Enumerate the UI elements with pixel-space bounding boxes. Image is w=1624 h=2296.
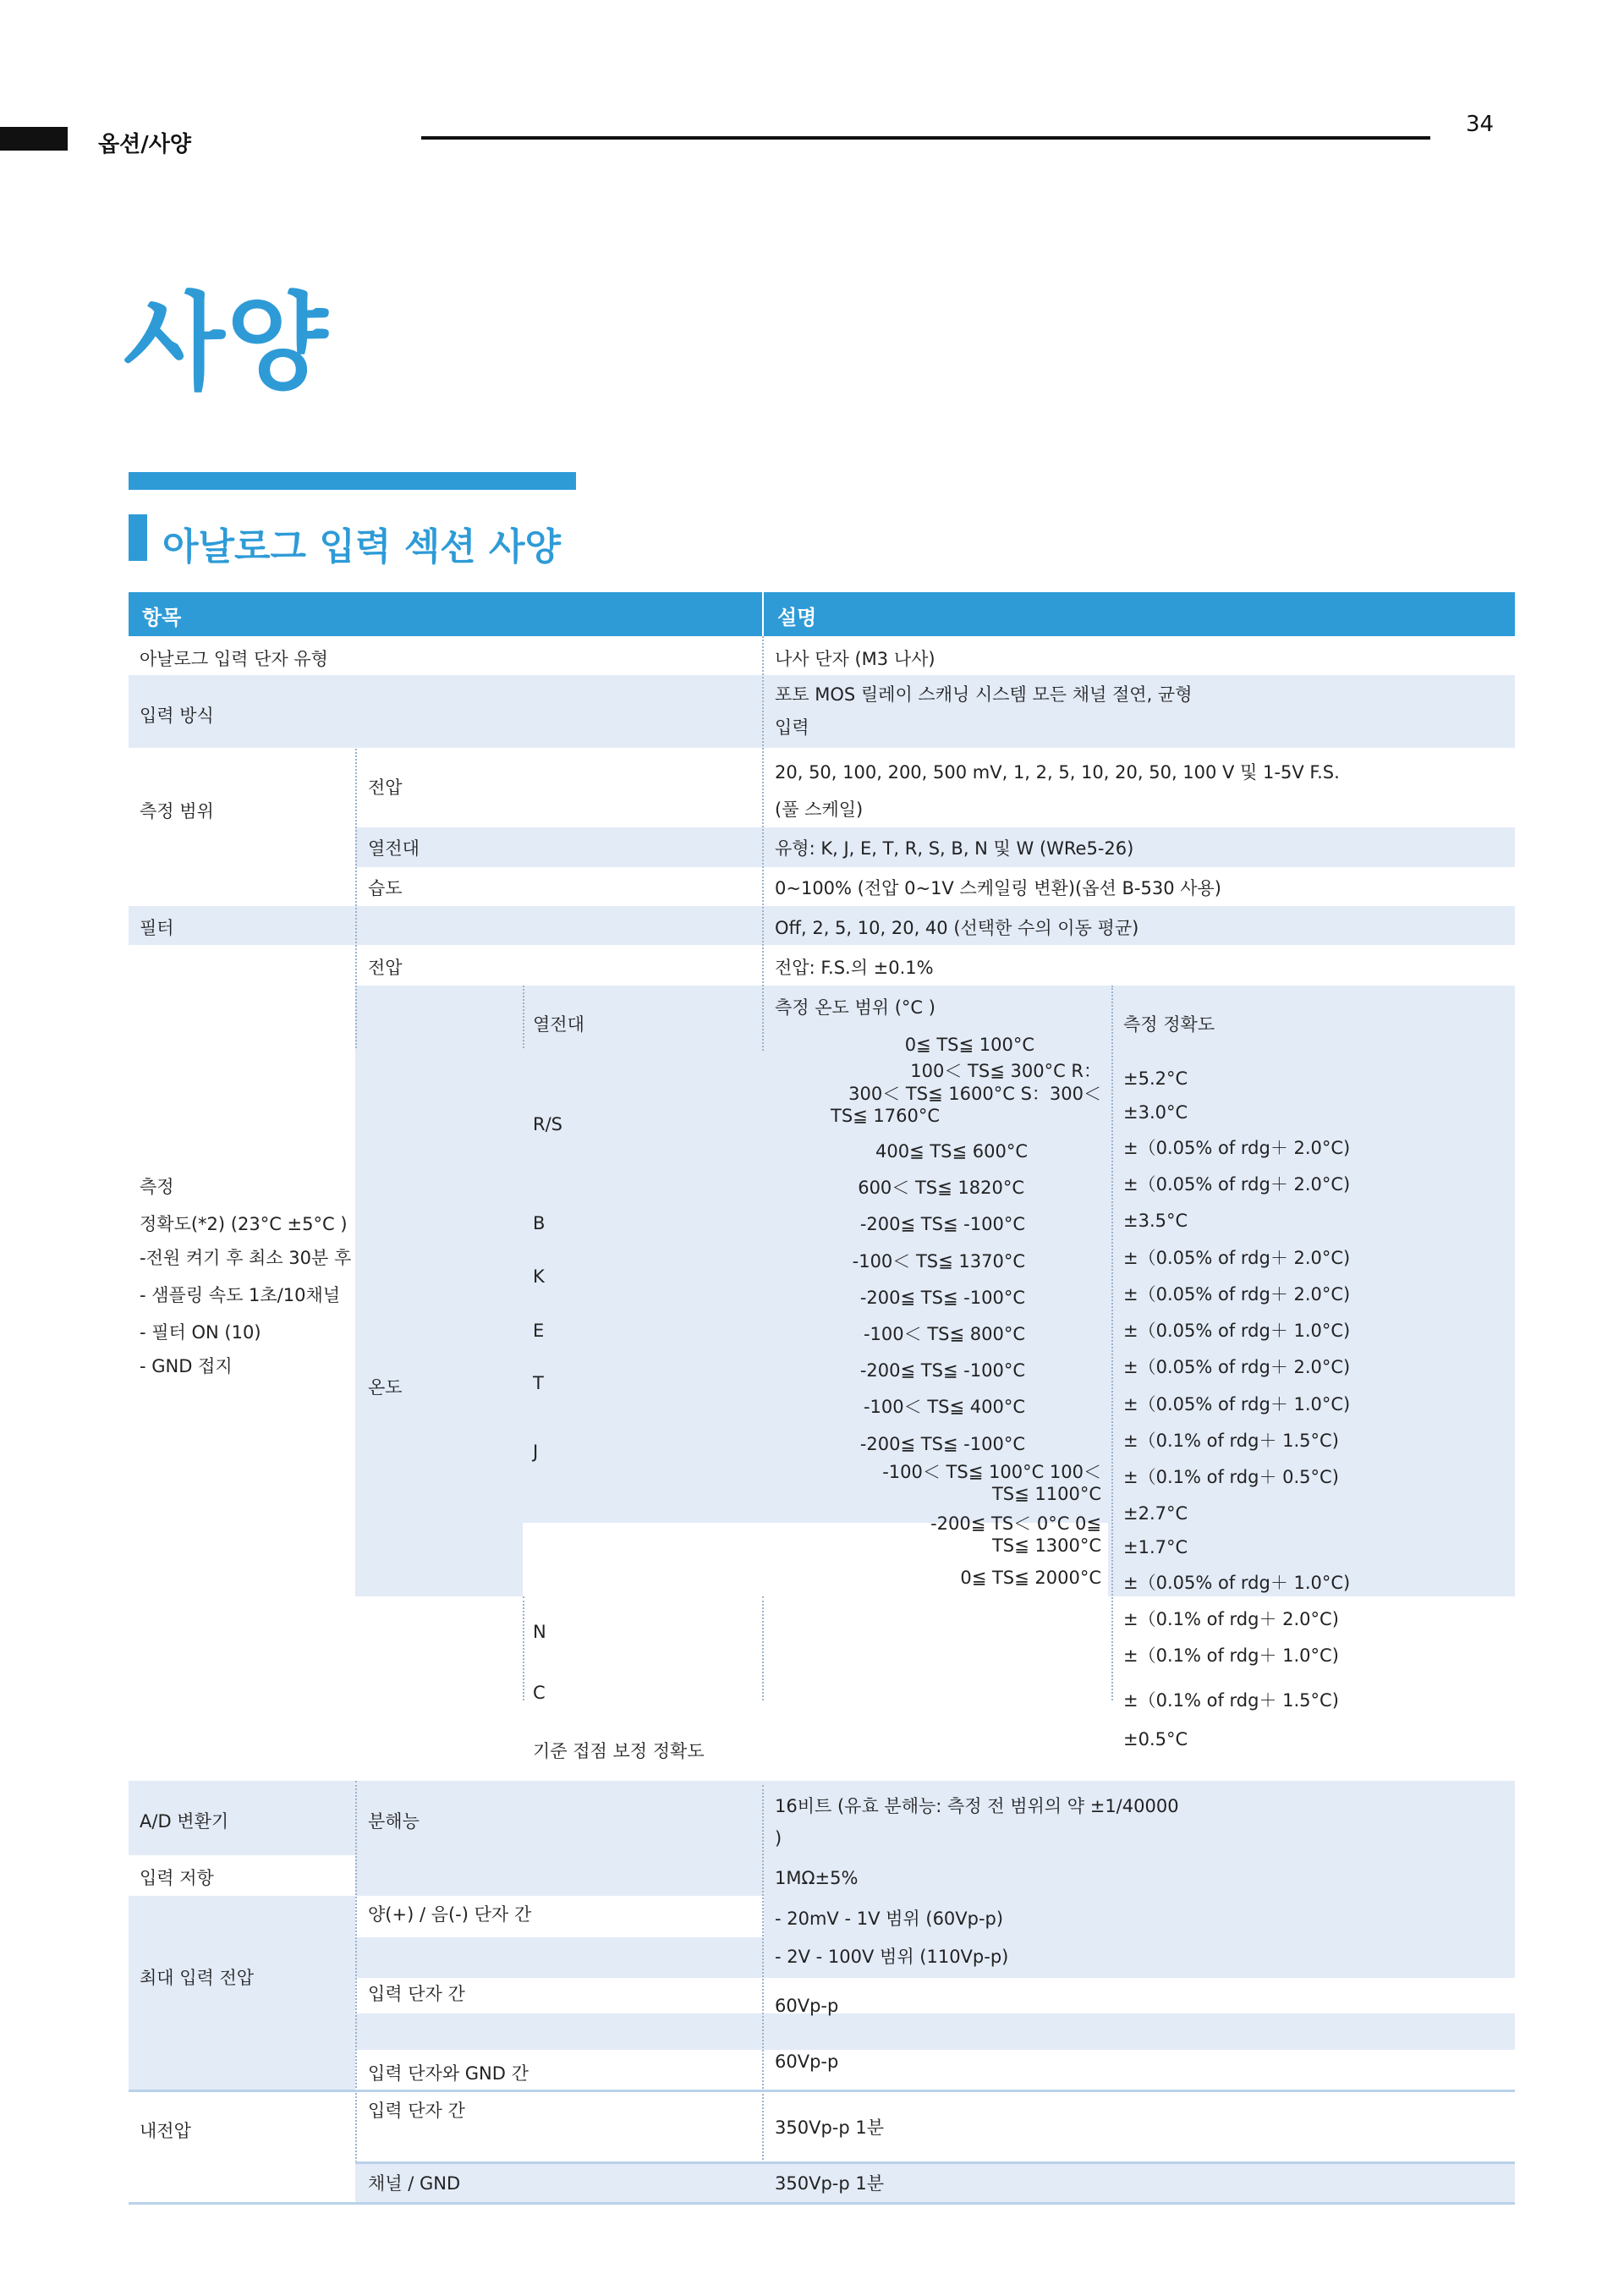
sub-max-v-3: 입력 단자와 GND 간: [368, 2063, 529, 2084]
accuracy-value: ±（0.05% of rdg＋ 2.0°C): [1123, 1284, 1351, 1305]
tc-type: R/S: [533, 1114, 562, 1134]
accuracy-value: ±（0.05% of rdg＋ 1.0°C): [1123, 1321, 1351, 1341]
desc-max-v-3: 60Vp-p: [775, 2052, 839, 2072]
accuracy-value: ±（0.1% of rdg＋ 1.5°C): [1123, 1690, 1339, 1711]
header-rule: [421, 136, 1430, 140]
desc-withstand-2: 350Vp-p 1분: [775, 2173, 885, 2194]
sub-temperature: 온도: [368, 1377, 403, 1398]
temp-range: 300＜ TS≦ 1600°C S：300＜: [848, 1084, 1101, 1104]
tc-type: E: [533, 1321, 545, 1341]
sub-thermocouple: 열전대: [368, 838, 420, 859]
desc-thermocouple-types: 유형: K, J, E, T, R, S, B, N 및 W (WRe5-26): [775, 838, 1134, 859]
accuracy-value: ±（0.05% of rdg＋ 2.0°C): [1123, 1174, 1351, 1195]
col-header-item: 항목: [129, 592, 762, 636]
temp-range: 0≦ TS≦ 2000°C: [960, 1568, 1101, 1588]
temp-range: -100＜ TS≦ 100°C 100＜: [882, 1462, 1101, 1482]
section-marker: [129, 514, 147, 561]
temp-range: TS≦ 1760°C: [831, 1106, 941, 1126]
row-bg: [355, 2013, 1515, 2050]
desc-max-v-2: 60Vp-p: [775, 1996, 839, 2016]
temp-range: -100＜ TS≦ 1370°C: [852, 1251, 1025, 1272]
tc-type: C: [533, 1683, 546, 1703]
item-accuracy-line: 정확도(*2) (23°C ±5°C ): [140, 1214, 348, 1234]
tc-type: J: [533, 1442, 539, 1462]
sub-withstand-2: 채널 / GND: [368, 2173, 461, 2194]
accuracy-value: ±5.2°C: [1123, 1068, 1188, 1089]
temp-range: -200≦ TS≦ -100°C: [859, 1360, 1025, 1381]
desc-voltage-range-2: (풀 스케일): [775, 799, 864, 820]
sub-acc-voltage: 전압: [368, 958, 403, 978]
item-measure-range: 측정 범위: [140, 801, 214, 821]
range-header: 측정 온도 범위 (°C ): [775, 997, 935, 1018]
desc-impedance: 1MΩ±5%: [775, 1868, 859, 1888]
temp-range: TS≦ 1300°C: [991, 1535, 1101, 1556]
item-accuracy-line: - 샘플링 속도 1초/10채널: [140, 1285, 341, 1305]
accuracy-value: ±（0.05% of rdg＋ 1.0°C): [1123, 1394, 1351, 1414]
desc-filter: Off, 2, 5, 10, 20, 40 (선택한 수의 이동 평균): [775, 918, 1139, 938]
title-underline: [129, 472, 576, 490]
temp-range: -200≦ TS≦ -100°C: [859, 1214, 1025, 1234]
accuracy-value: ±1.7°C: [1123, 1537, 1188, 1557]
sub-resolution: 분해능: [368, 1811, 420, 1832]
temp-range: 400≦ TS≦ 600°C: [875, 1141, 1028, 1162]
desc-input-method-1: 포토 MOS 릴레이 스캐닝 시스템 모든 채널 절연, 균형: [775, 684, 1193, 705]
item-input-method: 입력 방식: [140, 706, 214, 726]
accuracy-value: ±（0.05% of rdg＋ 2.0°C): [1123, 1138, 1351, 1158]
temp-range: -200≦ TS≦ -100°C: [859, 1434, 1025, 1454]
temp-range: 0≦ TS≦ 100°C: [904, 1035, 1034, 1055]
item-impedance: 입력 저항: [140, 1868, 214, 1888]
accuracy-value: ±（0.1% of rdg＋ 0.5°C): [1123, 1467, 1339, 1487]
temp-range: -100＜ TS≦ 400°C: [863, 1397, 1025, 1417]
accuracy-value: ±3.0°C: [1123, 1102, 1188, 1123]
header-bar: [0, 127, 68, 151]
desc-max-v-1b: - 2V - 100V 범위 (110Vp-p): [775, 1947, 1009, 1967]
accuracy-value: ±2.7°C: [1123, 1503, 1188, 1524]
temp-range: -200≦ TS≦ -100°C: [859, 1288, 1025, 1308]
row-bg: [129, 1896, 355, 2090]
item-accuracy-line: - 필터 ON (10): [140, 1322, 261, 1343]
sub-voltage: 전압: [368, 777, 403, 798]
page-number: 34: [1466, 112, 1495, 137]
desc-max-v-1a: - 20mV - 1V 범위 (60Vp-p): [775, 1909, 1004, 1929]
temp-range: 600＜ TS≦ 1820°C: [858, 1178, 1024, 1198]
accuracy-value: ±3.5°C: [1123, 1211, 1188, 1231]
item-max-voltage: 최대 입력 전압: [140, 1968, 255, 1988]
accuracy-value: ±（0.05% of rdg＋ 2.0°C): [1123, 1357, 1351, 1377]
section-heading-text: 아날로그 입력 섹션 사양: [162, 525, 561, 569]
desc-acc-voltage: 전압: F.S.의 ±0.1%: [775, 958, 934, 978]
col-header-desc: 설명: [764, 592, 1515, 636]
tc-type: K: [533, 1266, 545, 1287]
item-withstand: 내전압: [140, 2121, 191, 2141]
desc-terminal-type: 나사 단자 (M3 나사): [775, 649, 935, 669]
item-accuracy-line: 측정: [140, 1177, 174, 1197]
accuracy-value: ±（0.05% of rdg＋ 2.0°C): [1123, 1248, 1351, 1268]
temp-range: -100＜ TS≦ 800°C: [863, 1324, 1025, 1344]
tc-header: 열전대: [533, 1014, 584, 1035]
item-filter: 필터: [140, 918, 174, 938]
tc-type: N: [533, 1622, 546, 1642]
sub-max-v-2: 입력 단자 간: [368, 1984, 465, 2004]
sub-humidity: 습도: [368, 878, 403, 898]
cjc-accuracy-label: 기준 접점 보정 정확도: [533, 1741, 705, 1761]
accuracy-value: ±（0.1% of rdg＋ 1.0°C): [1123, 1645, 1339, 1666]
sub-withstand-1: 입력 단자 간: [368, 2101, 465, 2121]
temp-range: TS≦ 1100°C: [991, 1484, 1101, 1504]
desc-voltage-range-1: 20, 50, 100, 200, 500 mV, 1, 2, 5, 10, 20, 50, 100 V 및 1-5V F.S.: [775, 762, 1340, 783]
desc-input-method-2: 입력: [775, 717, 809, 738]
accuracy-value: ±0.5°C: [1123, 1729, 1188, 1749]
section-label: 옵션/사양: [98, 132, 191, 157]
accuracy-value: ±（0.1% of rdg＋ 1.5°C): [1123, 1431, 1339, 1451]
accuracy-value: ±（0.1% of rdg＋ 2.0°C): [1123, 1609, 1339, 1629]
accuracy-value: ±（0.05% of rdg＋ 1.0°C): [1123, 1573, 1351, 1593]
item-adc: A/D 변환기: [140, 1811, 229, 1832]
page-title: 사양: [123, 283, 330, 404]
item-accuracy-line: -전원 켜기 후 최소 30분 후: [140, 1248, 352, 1268]
desc-resolution-1: 16비트 (유효 분해능: 측정 전 범위의 약 ±1/40000: [775, 1796, 1179, 1816]
temp-range: 100＜ TS≦ 300°C R：: [910, 1061, 1101, 1081]
desc-resolution-2: ): [775, 1828, 782, 1848]
tc-type: B: [533, 1213, 546, 1233]
sub-max-v-1: 양(+) / 음(-) 단자 간: [368, 1904, 532, 1925]
accuracy-header: 측정 정확도: [1123, 1014, 1215, 1035]
tc-type: T: [533, 1373, 544, 1393]
desc-withstand-1: 350Vp-p 1분: [775, 2117, 885, 2138]
row-bg: [355, 2164, 1515, 2202]
item-terminal-type: 아날로그 입력 단자 유형: [140, 649, 328, 669]
item-accuracy-line: - GND 접지: [140, 1356, 233, 1376]
temp-range: -200≦ TS＜ 0°C 0≦: [930, 1513, 1101, 1534]
row-bg: [355, 1855, 1515, 1896]
desc-humidity: 0~100% (전압 0~1V 스케일링 변환)(옵션 B-530 사용): [775, 878, 1221, 898]
